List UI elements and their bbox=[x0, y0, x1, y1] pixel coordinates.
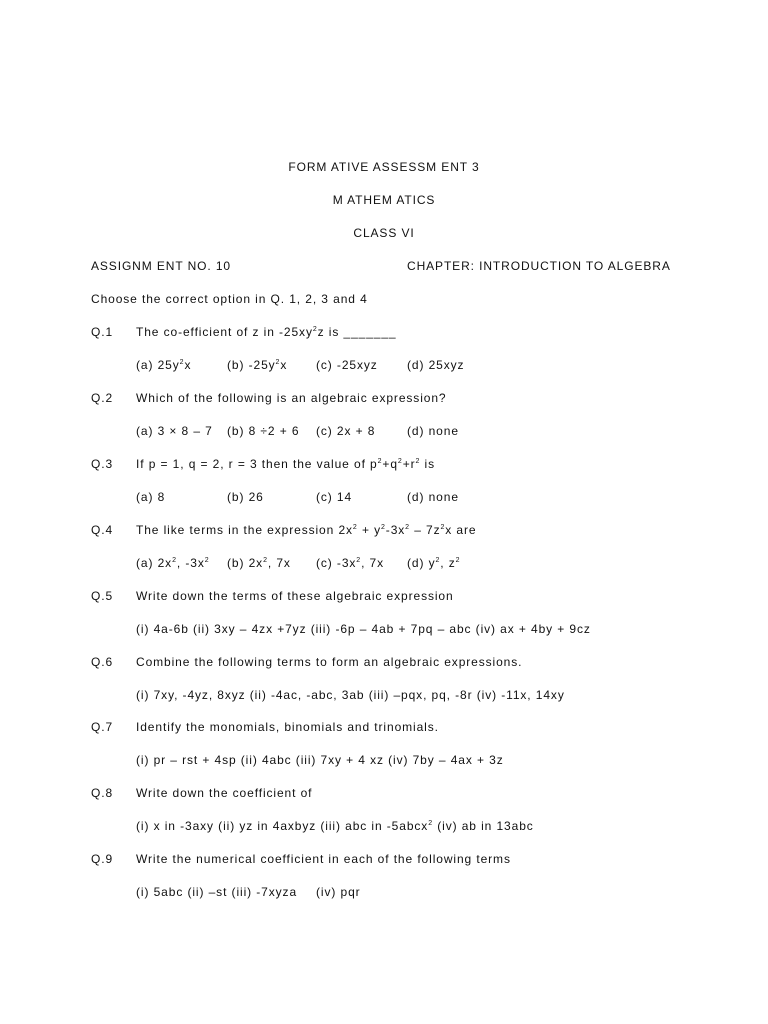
option-b: (b) 8 ÷2 + 6 bbox=[227, 424, 300, 438]
question-items: (i) pr – rst + 4sp (ii) 4abc (iii) 7xy + 4 xz (iv) 7by – 4ax + 3z bbox=[136, 753, 504, 767]
chapter-title: CHAPTER: INTRODUCTION TO ALGEBRA bbox=[407, 259, 671, 273]
document-title: FORM ATIVE ASSESSM ENT 3 bbox=[288, 160, 480, 174]
option-b: (b) $2x^2$, 7x bbox=[227, 556, 291, 570]
question-number: Q.8 bbox=[91, 786, 114, 800]
option-c: (c) 14 bbox=[316, 490, 353, 504]
question-number: Q.4 bbox=[91, 523, 114, 537]
question-number: Q.3 bbox=[91, 457, 114, 471]
option-a: (a) 3 × 8 – 7 bbox=[136, 424, 213, 438]
option-c: (c) 2x + 8 bbox=[316, 424, 376, 438]
question-text: The like terms in the expression $2x^2 + y^2-3x^2 - 7z^2x$ are bbox=[136, 523, 477, 537]
question-number: Q.2 bbox=[91, 391, 114, 405]
option-a: (a) $2x^2$, $-3x^2$ bbox=[136, 556, 210, 570]
question-text: Write down the terms of these algebraic expression bbox=[136, 589, 454, 603]
option-d: (d) none bbox=[407, 424, 459, 438]
question-text: Combine the following terms to form an algebraic expressions. bbox=[136, 655, 523, 669]
class-heading: CLASS VI bbox=[353, 226, 415, 240]
option-a: (a) $25y^2x$ bbox=[136, 358, 192, 372]
question-text: If p = 1, q = 2, r = 3 then the value of $p^2+q^2+r^2$ is bbox=[136, 457, 435, 471]
question-items: (i) x in -3axy (ii) yz in 4axbyz (iii) abc in -5abcx$^2$ (iv) ab in 13abc bbox=[136, 819, 534, 833]
question-number: Q.5 bbox=[91, 589, 114, 603]
question-text: Identify the monomials, binomials and trinomials. bbox=[136, 720, 439, 734]
option-d: (d) 25xyz bbox=[407, 358, 465, 372]
option-d: (d) none bbox=[407, 490, 459, 504]
question-number: Q.1 bbox=[91, 325, 114, 339]
question-text: Write the numerical coefficient in each of the following terms bbox=[136, 852, 511, 866]
question-items: (i) 4a-6b (ii) 3xy – 4zx +7yz (iii) -6p – 4ab + 7pq – abc (iv) ax + 4by + 9cz bbox=[136, 622, 591, 636]
question-number: Q.7 bbox=[91, 720, 114, 734]
question-text: Write down the coefficient of bbox=[136, 786, 313, 800]
option-a: (a) 8 bbox=[136, 490, 166, 504]
option-c: (c) -25xyz bbox=[316, 358, 378, 372]
assignment-number: ASSIGNM ENT NO. 10 bbox=[91, 259, 232, 273]
instruction-text: Choose the correct option in Q. 1, 2, 3 and 4 bbox=[91, 292, 368, 306]
question-text: Which of the following is an algebraic expression? bbox=[136, 391, 447, 405]
question-number: Q.9 bbox=[91, 852, 114, 866]
question-text: The co-efficient of z in $-25xy^2z$ is _______ bbox=[136, 325, 397, 339]
option-b: (b) $-25y^2x$ bbox=[227, 358, 288, 372]
option-c: (c) $-3x^2$, 7x bbox=[316, 556, 385, 570]
question-items-part1: (i) 5abc (ii) –st (iii) -7xyza bbox=[136, 885, 298, 899]
subject-heading: M ATHEM ATICS bbox=[332, 193, 436, 207]
question-number: Q.6 bbox=[91, 655, 114, 669]
option-d: (d) $y^2$, $z^2$ bbox=[407, 556, 461, 570]
question-items: (i) 7xy, -4yz, 8xyz (ii) -4ac, -abc, 3ab (iii) –pqx, pq, -8r (iv) -11x, 14xy bbox=[136, 688, 565, 702]
option-b: (b) 26 bbox=[227, 490, 264, 504]
question-items-part2: (iv) pqr bbox=[316, 885, 361, 899]
